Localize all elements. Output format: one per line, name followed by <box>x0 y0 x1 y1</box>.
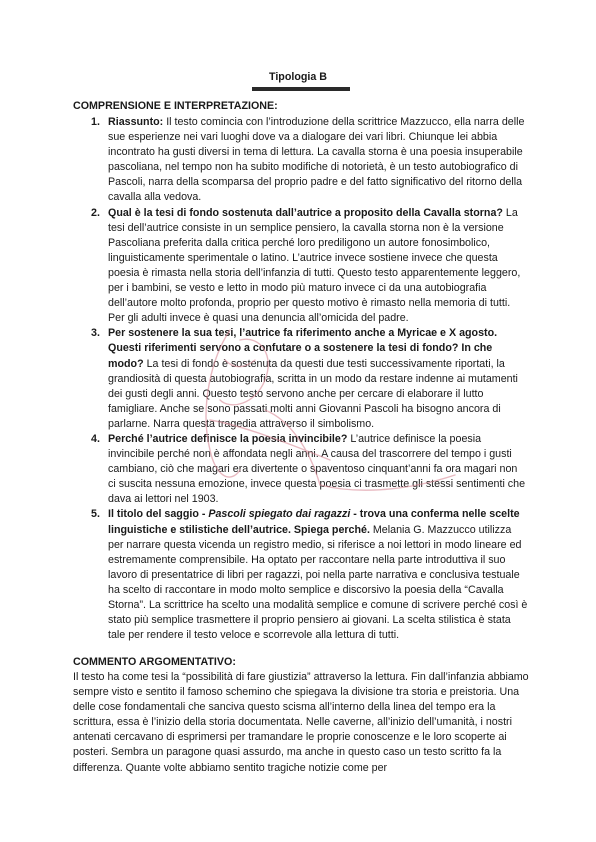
item-text <box>108 206 528 327</box>
item-number: 5. <box>91 508 100 521</box>
item-lead-tail: - trova una conferma nelle scelte linguistiche e stilistiche dell’autrice. Spiega perché. <box>108 508 520 536</box>
section-heading-comprensione: COMPRENSIONE E INTERPRETAZIONE: <box>73 100 278 112</box>
item-body: La tesi dell’autrice consiste in un semplice pensiero, la cavalla storna non è la versione Pascoliana preferita dalla critica perché loro prediligono un autore fonosimbolico, linguisticamente sperimentale o latino. L’autrice invece sostiene invece che questa poesia è rimasta nella storia dell’infanzia di tutti. Questo testo apparentemente leggero, per i bambini, se vesto e letto in modo più maturo invece ci da una autobiografia dell’autore molto profonda, proprio per questo motivo è rimasto nella memoria di tutti. Per gli adulti invece è quasi una denuncia all’omicida del padre. <box>108 206 521 325</box>
item-body: Melania G. Mazzucco utilizza per narrare questa vicenda un registro medio, si riferisce a noi lettori in modo lineare ed estremamente comprensibile. Ha optato per raccontare nella parte introduttiva il suo lavoro di presentatrice di libri per ragazzi, poi nella parte narrativa e conclusiva testuale ha scelto di raccontare in modo molto semplice e discorsivo la poesia della “Cavalla Storna”. La scrittrice ha scelto una modalità semplice e comune di scrivere perché così è stato più semplice trasmettere il proprio pensiero ai giovani. La scelta stilistica è stata tale per rendere il testo veloce e scorrevole alla lettura di tutti. <box>108 523 528 642</box>
list-item <box>91 432 528 507</box>
item-number: 2. <box>91 206 100 219</box>
item-body: L’autrice definisce la poesia invincibile perché non è affondata negli anni. A causa del trascorrere del tempo i gusti cambiano, ciò che magari era divertente o spaventoso cinquant’anni fa ora magari non ci suscita nessuna emozione, invece questa poesia ci trasmette gli stessi sentimenti che dava ai lettori nel 1903. <box>108 432 526 506</box>
item-number: 1. <box>91 116 100 128</box>
question-list <box>91 115 528 643</box>
section-heading-commento: COMMENTO ARGOMENTATIVO: <box>73 656 236 668</box>
list-item <box>91 507 528 643</box>
item-number: 3. <box>91 327 100 340</box>
item-text <box>108 432 528 507</box>
list-item <box>91 115 528 206</box>
commento-paragraph: Il testo ha come tesi la “possibilità di fare giustizia” attraverso la lettura. Fin dall’infanzia abbiamo sempre visto e sentito il famoso schemino che spiegava la divisione tra storia e preistoria. Una delle cose fondamentali che sanciva questo scisma all’interno della linea del tempo era la scrittura, essa è l’inizio della storia documentata. Nelle caverne, all’inizio dell’umanità, i nostri antenati cercavano di esprimersi per tramandare le proprie conoscenze e le loro scoperte ai posteri. Sembra un paragone quasi assurdo, ma anche in questo caso un testo scritto fa la differenza. Quante volte abbiamo sentito tragiche notizie come per <box>73 671 529 774</box>
item-text <box>108 326 528 432</box>
item-body: La tesi di fondo è sostenuta da questi due testi successivamente riportati, la grandiosità di questa autobiografia, scritta in un modo da restare indenne ai mutamenti dei gusti degli anni. Questo testo servono anche per cercare di elaborare il lutto famigliare. Anche se sono passati molti anni Giovanni Pascoli ha bisogno ancora di parlarne. Narra questa tragedia attraverso il simbolismo. <box>108 357 518 430</box>
item-body: Il testo comincia con l’introduzione della scrittrice Mazzucco, ella narra delle sue esperienze nei vari luoghi dove va a dialogare dei vari libri. Chiunque lei abbia incontrato ha gusti diversi in tema di lettura. La cavalla storna è una poesia insuperabile pascoliana, nel tempo non ha subito modifiche di notorietà, è un testo autobiografico di Pascoli, narra della scomparsa del proprio padre e del fatto significativo del ritorno della cavalla alla vedova. <box>108 116 525 204</box>
item-lead-start: Il titolo del saggio - <box>108 508 209 521</box>
redacted-author-name <box>252 87 350 91</box>
item-text <box>108 115 528 206</box>
document-title: Tipologia B <box>269 71 327 83</box>
item-lead: Riassunto: <box>108 116 164 128</box>
list-item <box>91 206 528 327</box>
essay-title: Pascoli spiegato dai ragazzi <box>208 508 351 521</box>
list-item <box>91 326 528 432</box>
item-text <box>108 507 528 643</box>
item-lead: Qual è la tesi di fondo sostenuta dall’autrice a proposito della Cavalla storna? <box>108 206 503 219</box>
item-lead: Perché l’autrice definisce la poesia invincibile? <box>108 432 348 445</box>
item-lead: Per sostenere la sua tesi, l’autrice fa riferimento anche a Myricae e X agosto. Questi riferimenti servono a confutare o a sostenere la tesi di fondo? In che modo? <box>108 327 498 370</box>
item-number: 4. <box>91 432 100 445</box>
